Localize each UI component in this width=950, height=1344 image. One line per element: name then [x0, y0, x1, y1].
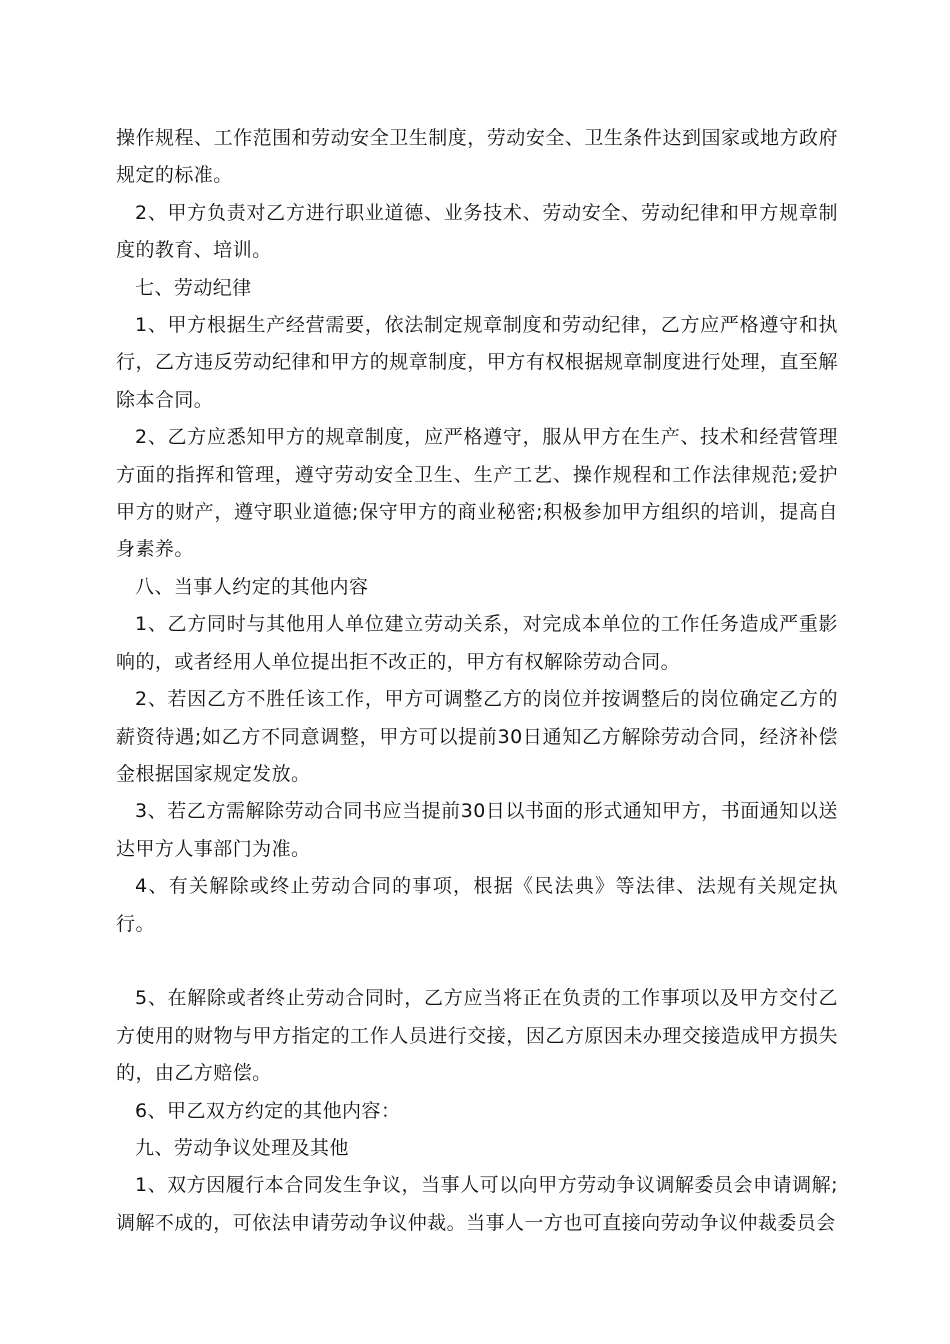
paragraph-training-clause: 2、甲方负责对乙方进行职业道德、业务技术、劳动安全、劳动纪律和甲方规章制度的教育、培训。 [116, 201, 838, 262]
section-heading-other-agreements: 八、当事人约定的其他内容 [135, 575, 369, 598]
paragraph-dispute-clause-1: 1、双方因履行本合同发生争议，当事人可以向甲方劳动争议调解委员会申请调解;调解不成的，可依法申请劳动争议仲裁。当事人一方也可直接向劳动争议仲裁委员会 [116, 1174, 838, 1234]
document-body [116, 120, 838, 1242]
paragraph-discipline-clause-1: 1、甲方根据生产经营需要，依法制定规章制度和劳动纪律，乙方应严格遵守和执行，乙方违反劳动纪律和甲方的规章制度，甲方有权根据规章制度进行处理，直至解除本合同。 [116, 314, 838, 411]
paragraph-discipline-clause-2: 2、乙方应悉知甲方的规章制度，应严格遵守，服从甲方在生产、技术和经营管理方面的指挥和管理，遵守劳动安全卫生、生产工艺、操作规程和工作法律规范;爱护甲方的财产，遵守职业道德;保守甲方的商业秘密;积极参加甲方组织的培训，提高自身素养。 [116, 426, 838, 561]
paragraph-other-clause-2: 2、若因乙方不胜任该工作，甲方可调整乙方的岗位并按调整后的岗位确定乙方的薪资待遇;如乙方不同意调整，甲方可以提前30日通知乙方解除劳动合同，经济补偿金根据国家规定发放。 [116, 688, 838, 785]
paragraph-other-clause-3: 3、若乙方需解除劳动合同书应当提前30日以书面的形式通知甲方，书面通知以送达甲方人事部门为准。 [116, 800, 838, 860]
paragraph-other-clause-6: 6、甲乙双方约定的其他内容： [135, 1099, 401, 1122]
section-heading-labor-discipline: 七、劳动纪律 [135, 276, 252, 299]
paragraph-other-clause-5: 5、在解除或者终止劳动合同时，乙方应当将正在负责的工作事项以及甲方交付乙方使用的财物与甲方指定的工作人员进行交接，因乙方原因未办理交接造成甲方损失的，由乙方赔偿。 [116, 987, 838, 1085]
blank-line [116, 943, 838, 980]
section-heading-dispute-resolution: 九、劳动争议处理及其他 [135, 1136, 349, 1159]
paragraph-other-clause-4: 4、有关解除或终止劳动合同的事项，根据《民法典》等法律、法规有关规定执行。 [116, 875, 838, 935]
paragraph-other-clause-1: 1、乙方同时与其他用人单位建立劳动关系，对完成本单位的工作任务造成严重影响的，或者经用人单位提出拒不改正的，甲方有权解除劳动合同。 [116, 613, 838, 673]
paragraph-continuation: 操作规程、工作范围和劳动安全卫生制度，劳动安全、卫生条件达到国家或地方政府规定的标准。 [116, 127, 838, 187]
